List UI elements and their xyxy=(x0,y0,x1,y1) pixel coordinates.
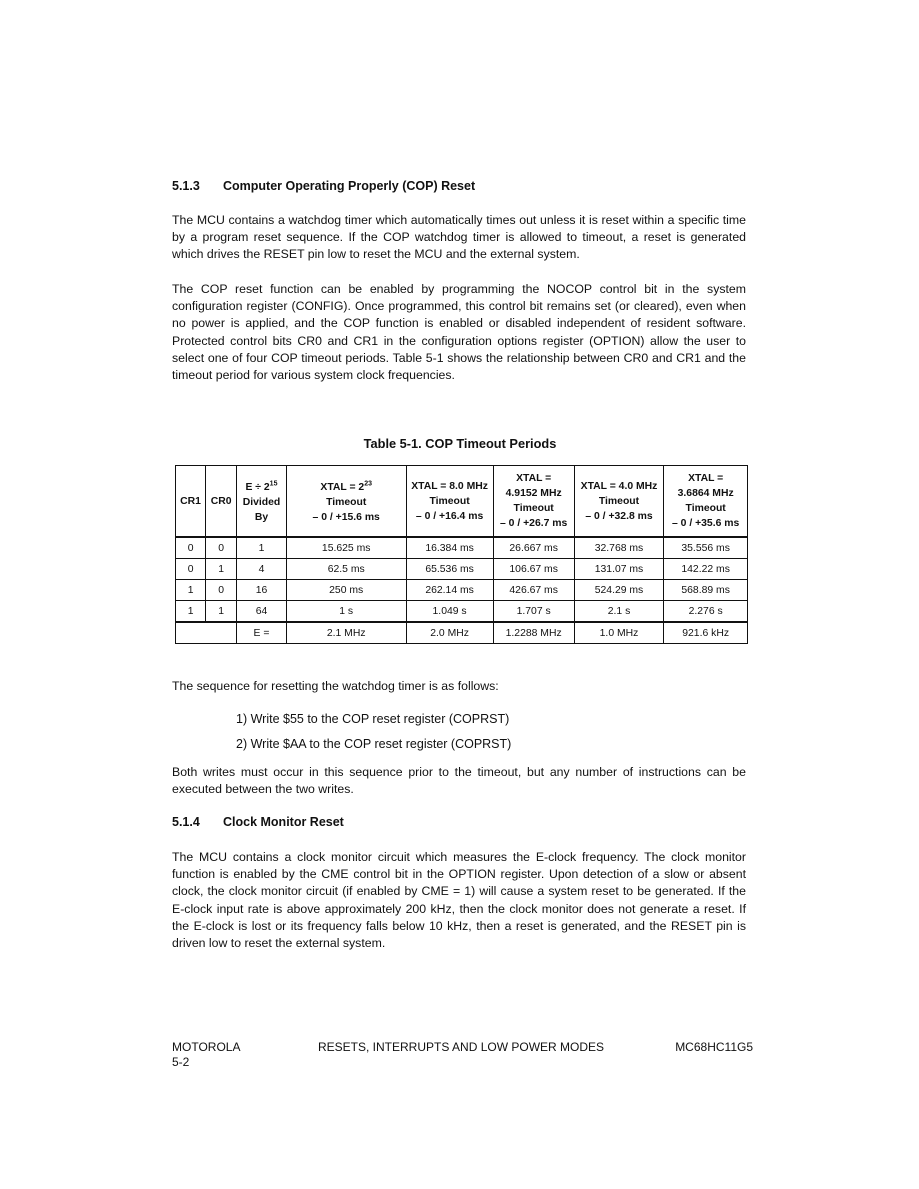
cell-timeout: 142.22 ms xyxy=(664,559,748,580)
cell-e-freq: 1.2288 MHz xyxy=(493,622,574,644)
cell-divider: 64 xyxy=(237,601,287,623)
header-c1-line1: XTAL = $2^{23}$ xyxy=(320,480,372,494)
cell-timeout: 1.707 s xyxy=(493,601,574,623)
section-514-heading xyxy=(172,815,344,829)
footer-left: MOTOROLA xyxy=(172,1040,241,1054)
cell-cr0: 0 xyxy=(206,537,237,559)
header-c2-line2: Timeout xyxy=(429,495,470,507)
header-c3-line3: Timeout xyxy=(513,503,554,514)
cell-cr0: 1 xyxy=(206,601,237,623)
sequence-step-1: 1) Write $55 to the COP reset register (COPRST) xyxy=(236,712,510,726)
header-c3-line2: 4.9152 MHz xyxy=(505,488,562,499)
cell-cr1: 0 xyxy=(176,537,206,559)
table-row xyxy=(176,559,748,580)
section-514-paragraph-1: The MCU contains a clock monitor circuit which measures the E-clock frequency. The clock monitor function is enabled by the CME control bit in the OPTION register. Upon detection of a slow or absent clock, the clock monitor circuit (if enabled by CME = 1) will cause a system reset to be generated. If the E-clock input rate is above approximately 200 kHz, then the clock monitor does not generate a reset. If the E-clock is lost or its frequency falls below 10 kHz, then a reset is generated, and the RESET pin is driven low to reset the external system. xyxy=(172,850,746,951)
header-xtal-4mhz xyxy=(574,466,664,538)
cell-cr1: 1 xyxy=(176,601,206,623)
cell-e-label: E = xyxy=(237,622,287,644)
cell-cr1: 1 xyxy=(176,580,206,601)
header-xtal-2-23 xyxy=(286,466,406,538)
header-c2-line1: XTAL = 8.0 MHz xyxy=(411,480,488,492)
sequence-step-2: 2) Write $AA to the COP reset register (COPRST) xyxy=(236,737,512,751)
cell-timeout: 568.89 ms xyxy=(664,580,748,601)
header-xtal-8mhz xyxy=(406,466,493,538)
footer-center: RESETS, INTERRUPTS AND LOW POWER MODES xyxy=(318,1040,605,1054)
header-cr0: CR0 xyxy=(206,466,237,538)
header-c1-line2: Timeout xyxy=(326,497,367,509)
cell-timeout: 65.536 ms xyxy=(406,559,493,580)
header-c5-line4: – 0 / +35.6 ms xyxy=(671,518,740,529)
table-header-row xyxy=(176,466,748,538)
cell-blank xyxy=(176,622,237,644)
section-number: 5.1.3 xyxy=(172,179,200,193)
cell-timeout: 35.556 ms xyxy=(664,537,748,559)
section-title: Computer Operating Properly (COP) Reset xyxy=(223,179,476,193)
cell-cr0: 0 xyxy=(206,580,237,601)
cell-timeout: 1 s xyxy=(286,601,406,623)
cell-timeout: 32.768 ms xyxy=(574,537,664,559)
cell-e-freq: 921.6 kHz xyxy=(664,622,748,644)
header-cr1: CR1 xyxy=(176,466,206,538)
table-row xyxy=(176,601,748,623)
cell-timeout: 426.67 ms xyxy=(493,580,574,601)
cell-timeout: 16.384 ms xyxy=(406,537,493,559)
header-c4-line1: XTAL = 4.0 MHz xyxy=(580,480,658,492)
footer-right: MC68HC11G5 xyxy=(675,1040,753,1054)
cell-timeout: 15.625 ms xyxy=(286,537,406,559)
table-row xyxy=(176,537,748,559)
sequence-intro: The sequence for resetting the watchdog timer is as follows: xyxy=(172,679,499,693)
header-divider-line2: Divided xyxy=(242,497,281,509)
sequence-after: Both writes must occur in this sequence prior to the timeout, but any number of instructions can be executed between the two writes. xyxy=(172,765,746,797)
cell-timeout: 2.1 s xyxy=(574,601,664,623)
section-513-paragraph-2: The COP reset function can be enabled by programming the NOCOP control bit in the system configuration register (CONFIG). Once programmed, this control bit remains set (or cleared), even when no power is applied, and the COP function is enabled or disabled independent of resident software. Protected control bits CR0 and CR1 in the configuration options register (OPTION) allow the user to select one of four COP timeout periods. Table 5-1 shows the relationship between CR0 and CR1 and the timeout period for various system clock frequencies. xyxy=(172,282,746,383)
cell-cr0: 1 xyxy=(206,559,237,580)
header-c4-line2: Timeout xyxy=(598,495,640,507)
header-c5-line2: 3.6864 MHz xyxy=(677,488,734,499)
header-xtal-3-6864mhz xyxy=(664,466,748,538)
header-c5-line3: Timeout xyxy=(685,503,726,514)
table-row xyxy=(176,580,748,601)
header-xtal-4-9152mhz xyxy=(493,466,574,538)
header-divider-line1: $E \div 2^{15}$ xyxy=(245,480,278,494)
cell-timeout: 524.29 ms xyxy=(574,580,664,601)
section-title: Clock Monitor Reset xyxy=(223,815,344,829)
cell-timeout: 1.049 s xyxy=(406,601,493,623)
section-number: 5.1.4 xyxy=(172,815,200,829)
cell-e-freq: 2.0 MHz xyxy=(406,622,493,644)
cell-divider: 16 xyxy=(237,580,287,601)
cell-e-freq: 1.0 MHz xyxy=(574,622,664,644)
cell-timeout: 26.667 ms xyxy=(493,537,574,559)
header-divider xyxy=(237,466,287,538)
cell-cr1: 0 xyxy=(176,559,206,580)
cell-timeout: 106.67 ms xyxy=(493,559,574,580)
cell-divider: 1 xyxy=(237,537,287,559)
cell-timeout: 262.14 ms xyxy=(406,580,493,601)
cell-divider: 4 xyxy=(237,559,287,580)
section-513-paragraph-1: The MCU contains a watchdog timer which automatically times out unless it is reset within a specific time by a program reset sequence. If the COP watchdog timer is allowed to timeout, a reset is generated which drives the RESET pin low to reset the MCU and the external system. xyxy=(172,213,746,262)
header-c3-line4: – 0 / +26.7 ms xyxy=(500,518,568,529)
cell-timeout: 62.5 ms xyxy=(286,559,406,580)
cell-timeout: 250 ms xyxy=(286,580,406,601)
header-c5-line1: XTAL = xyxy=(688,473,724,484)
e-clock-row xyxy=(176,622,748,644)
footer-page-number: 5-2 xyxy=(172,1055,190,1069)
header-c1-line3: – 0 / +15.6 ms xyxy=(312,512,380,524)
cell-e-freq: 2.1 MHz xyxy=(286,622,406,644)
cop-timeout-table xyxy=(175,465,748,644)
table-caption: Table 5-1. COP Timeout Periods xyxy=(363,436,557,451)
header-c4-line3: – 0 / +32.8 ms xyxy=(585,510,653,522)
header-divider-line3: By xyxy=(254,512,269,524)
section-513-heading xyxy=(172,179,475,193)
header-c2-line3: – 0 / +16.4 ms xyxy=(415,510,484,522)
header-c3-line1: XTAL = xyxy=(516,473,552,484)
cell-timeout: 2.276 s xyxy=(664,601,748,623)
cell-timeout: 131.07 ms xyxy=(574,559,664,580)
